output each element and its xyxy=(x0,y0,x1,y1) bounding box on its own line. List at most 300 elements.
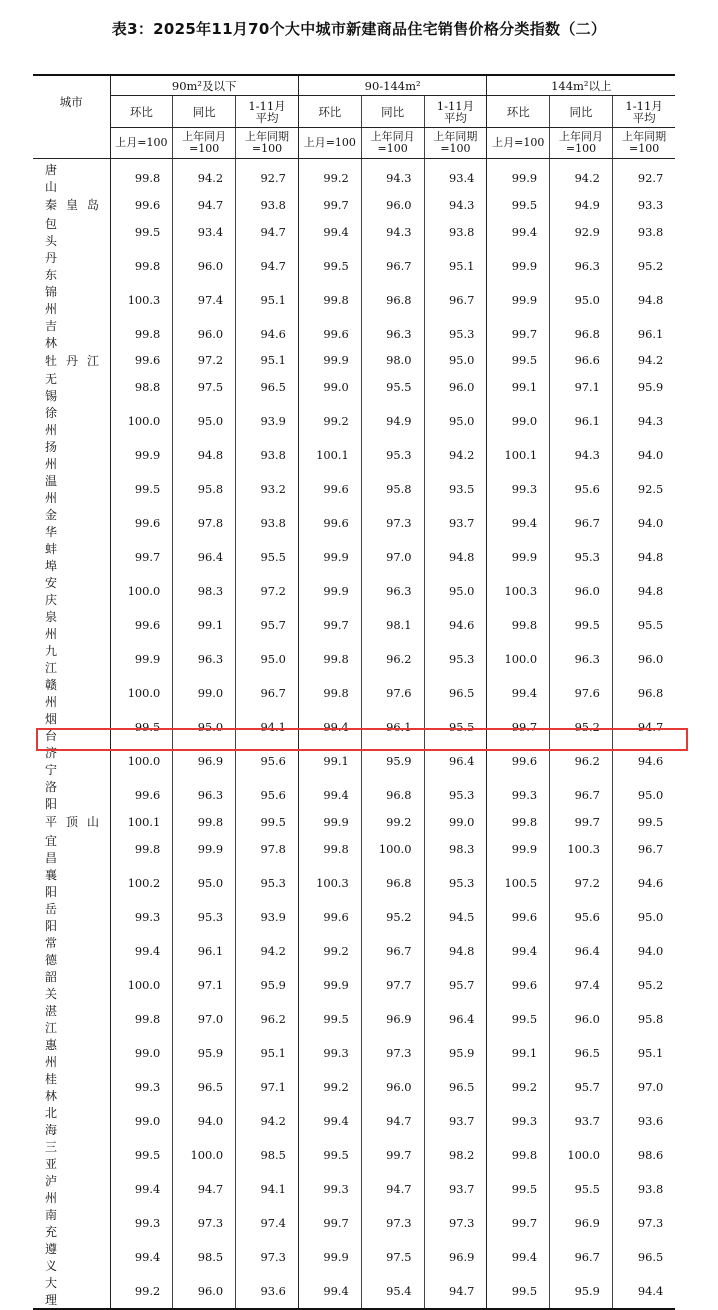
city-cell: 蚌埠 xyxy=(45,542,88,574)
index-cell: 95.0 xyxy=(424,351,487,371)
index-cell: 95.1 xyxy=(424,249,487,283)
index-cell: 99.4 xyxy=(487,934,550,968)
index-cell: 98.6 xyxy=(612,1138,675,1172)
index-cell: 94.8 xyxy=(612,540,675,574)
index-cell: 99.7 xyxy=(487,317,550,351)
index-cell: 93.2 xyxy=(236,472,299,506)
index-cell: 95.3 xyxy=(236,866,299,900)
index-cell: 94.3 xyxy=(550,438,613,472)
index-cell: 99.7 xyxy=(298,608,361,642)
index-cell: 98.5 xyxy=(173,1240,236,1274)
index-cell: 95.6 xyxy=(550,472,613,506)
subheader-ytd: 1-11月 平均 xyxy=(612,96,675,128)
index-cell: 96.2 xyxy=(236,1002,299,1036)
index-cell: 99.5 xyxy=(298,1002,361,1036)
index-cell: 96.8 xyxy=(550,317,613,351)
index-cell: 94.0 xyxy=(612,438,675,472)
index-cell: 97.3 xyxy=(424,1206,487,1240)
index-cell: 99.6 xyxy=(298,472,361,506)
table-row xyxy=(33,506,675,540)
index-cell: 100.0 xyxy=(550,1138,613,1172)
city-cell: 烟台 xyxy=(45,712,88,744)
index-cell: 96.7 xyxy=(550,1240,613,1274)
index-cell: 97.8 xyxy=(236,832,299,866)
index-cell: 97.3 xyxy=(361,506,424,540)
index-cell: 99.8 xyxy=(298,283,361,317)
index-cell: 98.3 xyxy=(424,832,487,866)
index-cell: 99.5 xyxy=(298,1138,361,1172)
table-row xyxy=(33,370,675,404)
group-header-large: 144m²以上 xyxy=(487,75,675,96)
index-cell: 99.8 xyxy=(110,1002,173,1036)
table-row xyxy=(33,900,675,934)
index-cell: 100.1 xyxy=(487,438,550,472)
index-cell: 97.0 xyxy=(361,540,424,574)
index-cell: 96.0 xyxy=(612,642,675,676)
index-cell: 100.0 xyxy=(110,676,173,710)
index-cell: 100.0 xyxy=(110,404,173,438)
index-cell: 99.5 xyxy=(110,710,173,744)
city-cell: 桂林 xyxy=(45,1071,88,1103)
subheader-mom: 环比 xyxy=(110,96,173,128)
index-cell: 96.3 xyxy=(173,778,236,812)
index-cell: 93.8 xyxy=(612,1172,675,1206)
index-cell: 95.9 xyxy=(550,1274,613,1309)
index-cell: 95.0 xyxy=(173,710,236,744)
index-cell: 97.2 xyxy=(173,351,236,371)
index-cell: 99.7 xyxy=(110,540,173,574)
index-cell: 94.9 xyxy=(550,195,613,215)
index-cell: 94.7 xyxy=(424,1274,487,1309)
index-cell: 93.8 xyxy=(236,438,299,472)
index-cell: 99.0 xyxy=(110,1104,173,1138)
index-cell: 97.4 xyxy=(173,283,236,317)
index-cell: 95.8 xyxy=(361,472,424,506)
index-cell: 95.8 xyxy=(173,472,236,506)
index-cell: 94.6 xyxy=(236,317,299,351)
subheader-ytd: 1-11月 平均 xyxy=(236,96,299,128)
index-cell: 95.1 xyxy=(612,1036,675,1070)
index-cell: 95.5 xyxy=(361,370,424,404)
baseheader-mom: 上月=100 xyxy=(487,128,550,159)
table-row xyxy=(33,676,675,710)
city-cell: 丹东 xyxy=(45,250,88,282)
index-cell: 95.5 xyxy=(550,1172,613,1206)
index-cell: 99.8 xyxy=(298,676,361,710)
index-cell: 94.1 xyxy=(236,710,299,744)
city-cell: 牡丹江 xyxy=(45,353,109,368)
city-cell: 北海 xyxy=(45,1105,88,1137)
index-cell: 99.6 xyxy=(298,900,361,934)
index-cell: 96.5 xyxy=(173,1070,236,1104)
index-cell: 99.2 xyxy=(298,404,361,438)
index-cell: 95.0 xyxy=(550,283,613,317)
index-cell: 95.0 xyxy=(612,778,675,812)
index-cell: 94.7 xyxy=(173,1172,236,1206)
index-cell: 99.4 xyxy=(110,1240,173,1274)
index-cell: 96.4 xyxy=(173,540,236,574)
city-cell: 唐山 xyxy=(45,163,88,194)
index-cell: 95.3 xyxy=(424,778,487,812)
city-cell: 洛阳 xyxy=(45,780,88,812)
index-cell: 94.2 xyxy=(236,934,299,968)
index-cell: 93.4 xyxy=(173,215,236,249)
city-cell: 惠州 xyxy=(45,1037,88,1069)
table-row xyxy=(33,968,675,1002)
index-cell: 94.6 xyxy=(612,866,675,900)
city-cell: 秦皇岛 xyxy=(45,198,109,213)
index-cell: 99.3 xyxy=(487,472,550,506)
index-cell: 94.1 xyxy=(236,1172,299,1206)
index-cell: 97.3 xyxy=(612,1206,675,1240)
index-cell: 99.2 xyxy=(298,1070,361,1104)
city-cell: 襄阳 xyxy=(45,867,88,899)
table-row xyxy=(33,642,675,676)
subheader-mom: 环比 xyxy=(298,96,361,128)
index-cell: 94.7 xyxy=(173,195,236,215)
index-cell: 97.5 xyxy=(173,370,236,404)
index-cell: 97.3 xyxy=(236,1240,299,1274)
city-cell: 济宁 xyxy=(45,746,88,778)
index-cell: 95.8 xyxy=(612,1002,675,1036)
index-cell: 97.8 xyxy=(173,506,236,540)
index-cell: 95.3 xyxy=(424,642,487,676)
city-cell: 锦州 xyxy=(45,284,88,316)
index-cell: 99.5 xyxy=(487,1172,550,1206)
city-cell: 九江 xyxy=(45,644,88,676)
index-cell: 95.2 xyxy=(361,900,424,934)
index-cell: 96.3 xyxy=(173,642,236,676)
index-cell: 99.9 xyxy=(487,159,550,196)
table-row xyxy=(33,215,675,249)
city-cell: 遵义 xyxy=(45,1241,88,1273)
index-cell: 94.5 xyxy=(424,900,487,934)
index-cell: 94.2 xyxy=(236,1104,299,1138)
index-cell: 94.4 xyxy=(612,1274,675,1309)
index-cell: 95.6 xyxy=(236,778,299,812)
index-cell: 100.0 xyxy=(361,832,424,866)
index-cell: 96.8 xyxy=(612,676,675,710)
index-cell: 96.3 xyxy=(550,249,613,283)
index-cell: 99.2 xyxy=(298,159,361,196)
index-cell: 99.7 xyxy=(298,1206,361,1240)
index-cell: 97.0 xyxy=(173,1002,236,1036)
index-cell: 95.9 xyxy=(424,1036,487,1070)
index-cell: 99.4 xyxy=(298,1104,361,1138)
index-cell: 96.5 xyxy=(612,1240,675,1274)
index-cell: 96.3 xyxy=(361,574,424,608)
index-cell: 97.2 xyxy=(550,866,613,900)
index-cell: 99.9 xyxy=(298,1240,361,1274)
index-cell: 99.9 xyxy=(298,574,361,608)
index-cell: 94.8 xyxy=(173,438,236,472)
index-cell: 99.9 xyxy=(487,283,550,317)
index-cell: 99.9 xyxy=(298,540,361,574)
table-row xyxy=(33,195,675,215)
city-cell: 三亚 xyxy=(45,1139,88,1171)
table-row xyxy=(33,1138,675,1172)
index-cell: 97.4 xyxy=(236,1206,299,1240)
index-cell: 94.8 xyxy=(424,934,487,968)
city-cell: 安庆 xyxy=(45,576,88,608)
index-cell: 99.3 xyxy=(298,1172,361,1206)
index-cell: 96.0 xyxy=(173,249,236,283)
subheader-ytd: 1-11月 平均 xyxy=(424,96,487,128)
index-cell: 96.0 xyxy=(550,574,613,608)
index-cell: 99.5 xyxy=(550,608,613,642)
index-cell: 100.0 xyxy=(110,744,173,778)
city-cell: 湛江 xyxy=(45,1003,88,1035)
index-cell: 93.7 xyxy=(550,1104,613,1138)
index-cell: 97.1 xyxy=(173,968,236,1002)
index-cell: 96.5 xyxy=(424,1070,487,1104)
index-cell: 97.2 xyxy=(236,574,299,608)
index-cell: 93.7 xyxy=(424,1172,487,1206)
index-cell: 95.7 xyxy=(550,1070,613,1104)
table-row xyxy=(33,1070,675,1104)
index-cell: 95.9 xyxy=(612,370,675,404)
index-cell: 99.4 xyxy=(487,676,550,710)
index-cell: 96.5 xyxy=(424,676,487,710)
index-cell: 95.0 xyxy=(236,642,299,676)
index-cell: 99.7 xyxy=(361,1138,424,1172)
index-cell: 99.5 xyxy=(298,249,361,283)
table-row xyxy=(33,1002,675,1036)
index-cell: 95.5 xyxy=(236,540,299,574)
index-cell: 99.5 xyxy=(110,472,173,506)
city-cell: 宜昌 xyxy=(45,833,88,865)
index-cell: 99.3 xyxy=(298,1036,361,1070)
index-cell: 99.6 xyxy=(298,317,361,351)
index-cell: 100.1 xyxy=(110,812,173,832)
index-cell: 96.0 xyxy=(361,1070,424,1104)
index-cell: 94.2 xyxy=(612,351,675,371)
index-cell: 93.3 xyxy=(612,195,675,215)
index-cell: 96.7 xyxy=(236,676,299,710)
index-cell: 100.0 xyxy=(110,574,173,608)
city-header-spacer xyxy=(33,128,110,159)
index-cell: 99.0 xyxy=(424,812,487,832)
index-cell: 94.3 xyxy=(361,159,424,196)
table-row xyxy=(33,249,675,283)
index-cell: 99.4 xyxy=(298,1274,361,1309)
index-cell: 99.8 xyxy=(487,1138,550,1172)
index-cell: 97.3 xyxy=(361,1206,424,1240)
baseheader-mom: 上月=100 xyxy=(110,128,173,159)
index-cell: 98.8 xyxy=(110,370,173,404)
index-cell: 97.3 xyxy=(361,1036,424,1070)
city-cell: 包头 xyxy=(45,216,88,248)
index-cell: 93.6 xyxy=(236,1274,299,1309)
index-cell: 96.7 xyxy=(550,778,613,812)
city-cell: 大理 xyxy=(45,1275,88,1307)
index-cell: 99.9 xyxy=(173,832,236,866)
index-cell: 94.0 xyxy=(173,1104,236,1138)
index-cell: 96.0 xyxy=(424,370,487,404)
table-row xyxy=(33,1172,675,1206)
city-cell: 徐州 xyxy=(45,406,88,438)
index-cell: 93.6 xyxy=(612,1104,675,1138)
baseheader-ytd: 上年同期 =100 xyxy=(424,128,487,159)
price-index-table xyxy=(33,74,675,1310)
table-row xyxy=(33,1274,675,1309)
subheader-yoy: 同比 xyxy=(361,96,424,128)
index-cell: 95.3 xyxy=(361,438,424,472)
index-cell: 94.3 xyxy=(361,215,424,249)
index-cell: 99.8 xyxy=(110,249,173,283)
index-cell: 96.1 xyxy=(361,710,424,744)
index-cell: 96.5 xyxy=(236,370,299,404)
index-cell: 96.7 xyxy=(612,832,675,866)
index-cell: 96.0 xyxy=(361,195,424,215)
index-cell: 94.7 xyxy=(612,710,675,744)
index-cell: 99.4 xyxy=(487,1240,550,1274)
index-cell: 96.4 xyxy=(550,934,613,968)
index-cell: 96.7 xyxy=(550,506,613,540)
index-cell: 99.5 xyxy=(487,1274,550,1309)
index-cell: 96.2 xyxy=(550,744,613,778)
index-cell: 95.7 xyxy=(236,608,299,642)
index-cell: 96.3 xyxy=(361,317,424,351)
index-cell: 99.4 xyxy=(110,934,173,968)
index-cell: 96.0 xyxy=(550,1002,613,1036)
index-cell: 94.8 xyxy=(612,283,675,317)
index-cell: 94.3 xyxy=(424,195,487,215)
index-cell: 93.8 xyxy=(612,215,675,249)
baseheader-yoy: 上年同月 =100 xyxy=(550,128,613,159)
table-row xyxy=(33,472,675,506)
baseheader-mom: 上月=100 xyxy=(298,128,361,159)
index-cell: 99.4 xyxy=(487,506,550,540)
index-cell: 93.8 xyxy=(236,506,299,540)
index-cell: 96.2 xyxy=(361,642,424,676)
index-cell: 93.9 xyxy=(236,404,299,438)
index-cell: 99.5 xyxy=(236,812,299,832)
index-cell: 99.3 xyxy=(487,778,550,812)
index-cell: 95.0 xyxy=(173,404,236,438)
index-cell: 99.9 xyxy=(110,642,173,676)
index-cell: 99.4 xyxy=(298,710,361,744)
highlight-box-sanya xyxy=(36,728,688,751)
index-cell: 100.3 xyxy=(487,574,550,608)
index-cell: 93.7 xyxy=(424,1104,487,1138)
city-cell: 吉林 xyxy=(45,318,88,350)
index-cell: 99.0 xyxy=(298,370,361,404)
index-cell: 96.4 xyxy=(424,744,487,778)
index-cell: 99.1 xyxy=(173,608,236,642)
index-cell: 96.8 xyxy=(361,283,424,317)
index-cell: 99.0 xyxy=(487,404,550,438)
index-cell: 99.2 xyxy=(110,1274,173,1309)
index-cell: 100.0 xyxy=(110,968,173,1002)
index-cell: 94.0 xyxy=(612,506,675,540)
index-cell: 98.5 xyxy=(236,1138,299,1172)
index-cell: 99.3 xyxy=(110,1070,173,1104)
city-cell: 赣州 xyxy=(45,678,88,710)
index-cell: 99.6 xyxy=(487,900,550,934)
baseheader-yoy: 上年同月 =100 xyxy=(361,128,424,159)
index-cell: 94.2 xyxy=(424,438,487,472)
index-cell: 94.8 xyxy=(424,540,487,574)
index-cell: 96.0 xyxy=(173,317,236,351)
index-cell: 95.1 xyxy=(236,283,299,317)
index-cell: 93.5 xyxy=(424,472,487,506)
city-cell: 泉州 xyxy=(45,610,88,642)
index-cell: 95.9 xyxy=(236,968,299,1002)
index-cell: 95.4 xyxy=(361,1274,424,1309)
index-cell: 93.8 xyxy=(236,195,299,215)
index-cell: 97.7 xyxy=(361,968,424,1002)
index-cell: 95.3 xyxy=(424,866,487,900)
index-cell: 99.1 xyxy=(298,744,361,778)
index-cell: 95.2 xyxy=(612,249,675,283)
index-cell: 99.9 xyxy=(110,438,173,472)
index-cell: 95.1 xyxy=(236,1036,299,1070)
index-cell: 94.0 xyxy=(612,934,675,968)
table-row xyxy=(33,1036,675,1070)
index-cell: 92.9 xyxy=(550,215,613,249)
index-cell: 93.8 xyxy=(424,215,487,249)
index-cell: 99.7 xyxy=(487,1206,550,1240)
index-cell: 95.0 xyxy=(173,866,236,900)
index-cell: 99.8 xyxy=(110,317,173,351)
index-cell: 96.6 xyxy=(550,351,613,371)
index-cell: 97.1 xyxy=(236,1070,299,1104)
table-row xyxy=(33,317,675,351)
index-cell: 96.5 xyxy=(550,1036,613,1070)
index-cell: 95.3 xyxy=(424,317,487,351)
index-cell: 99.4 xyxy=(487,215,550,249)
index-cell: 99.3 xyxy=(110,1206,173,1240)
city-cell: 韶关 xyxy=(45,969,88,1001)
index-cell: 98.1 xyxy=(361,608,424,642)
table-row xyxy=(33,283,675,317)
index-cell: 95.6 xyxy=(550,900,613,934)
index-cell: 97.6 xyxy=(550,676,613,710)
index-cell: 99.9 xyxy=(487,249,550,283)
index-cell: 95.0 xyxy=(612,900,675,934)
index-cell: 99.5 xyxy=(612,812,675,832)
city-cell: 平顶山 xyxy=(45,815,109,830)
index-cell: 96.3 xyxy=(550,642,613,676)
index-cell: 99.1 xyxy=(487,370,550,404)
city-column-header: 城市 xyxy=(59,94,83,109)
index-cell: 94.7 xyxy=(361,1104,424,1138)
index-cell: 95.3 xyxy=(550,540,613,574)
table-row xyxy=(33,866,675,900)
index-cell: 95.3 xyxy=(173,900,236,934)
index-cell: 99.7 xyxy=(550,812,613,832)
index-cell: 99.6 xyxy=(110,506,173,540)
table-row xyxy=(33,832,675,866)
index-cell: 97.6 xyxy=(361,676,424,710)
group-header-small: 90m²及以下 xyxy=(110,75,298,96)
city-cell: 岳阳 xyxy=(45,901,88,933)
city-cell: 无锡 xyxy=(45,372,88,404)
index-cell: 96.8 xyxy=(361,778,424,812)
index-cell: 96.8 xyxy=(361,866,424,900)
index-cell: 99.6 xyxy=(110,608,173,642)
index-cell: 99.8 xyxy=(298,832,361,866)
index-cell: 95.0 xyxy=(424,574,487,608)
index-cell: 95.5 xyxy=(612,608,675,642)
index-cell: 95.9 xyxy=(173,1036,236,1070)
index-cell: 99.6 xyxy=(110,195,173,215)
table-row xyxy=(33,778,675,812)
index-cell: 96.7 xyxy=(361,249,424,283)
index-cell: 99.9 xyxy=(487,540,550,574)
index-cell: 94.3 xyxy=(612,404,675,438)
